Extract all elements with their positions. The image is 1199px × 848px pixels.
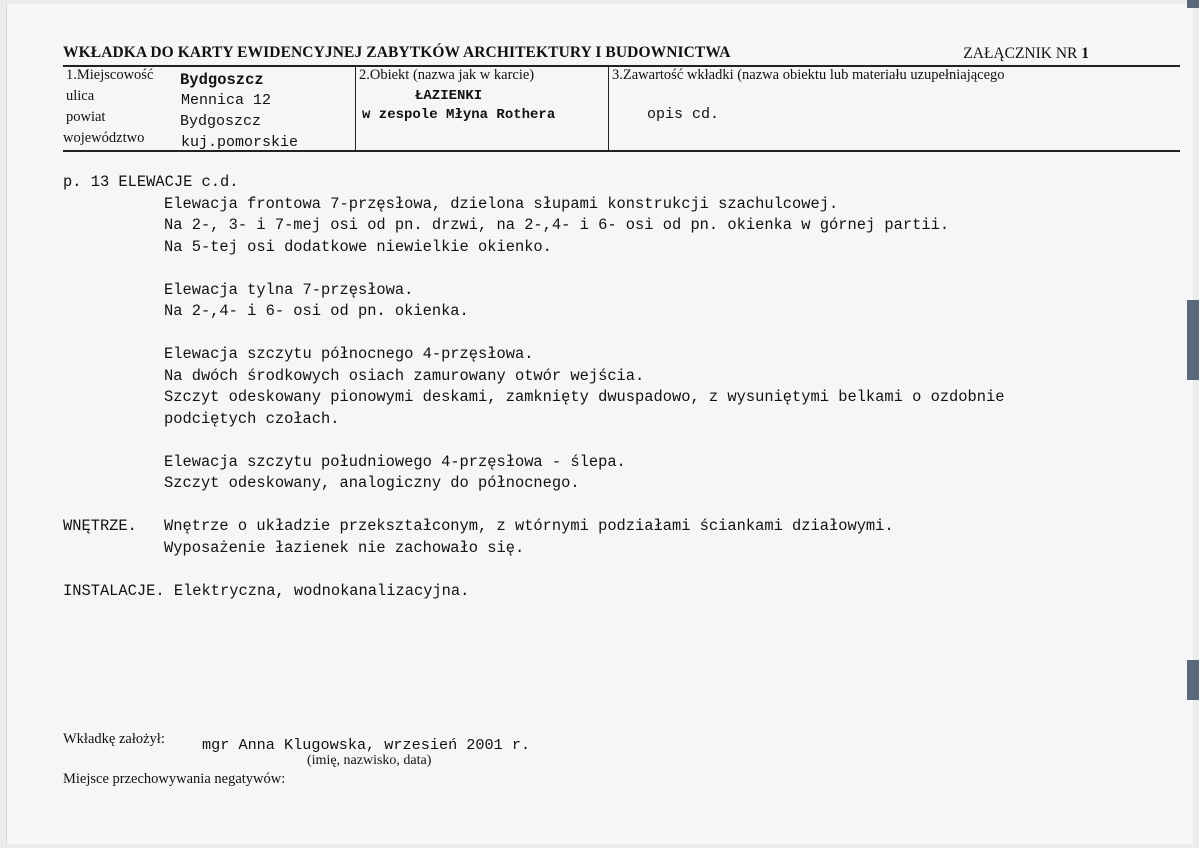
district-value: Bydgoszcz bbox=[180, 113, 262, 130]
negatives-label: Miejsce przechowywania negatywów: bbox=[63, 771, 286, 787]
description-line bbox=[63, 237, 1004, 259]
scan-edge bbox=[1187, 660, 1199, 700]
locality-label: 1.Miejscowość bbox=[66, 67, 154, 83]
description-line bbox=[63, 280, 1004, 302]
description-line bbox=[63, 387, 1004, 409]
description-line bbox=[63, 409, 1004, 431]
line-text: Elewacja frontowa 7-przęsłowa, dzielona słupami konstrukcji szachulcowej. bbox=[164, 194, 839, 213]
annex-label bbox=[963, 45, 1089, 63]
author-value: mgr Anna Klugowska, wrzesień 2001 r. bbox=[202, 736, 531, 754]
author-hint: (imię, nazwisko, data) bbox=[307, 753, 432, 768]
line-text: Szczyt odeskowany, analogiczny do północnego. bbox=[164, 474, 580, 492]
column-divider-1 bbox=[355, 66, 356, 151]
line-text: Wnętrze o układzie przekształconym, z wtórnymi podziałami ściankami działowymi. bbox=[164, 517, 894, 535]
description-line bbox=[63, 215, 1004, 237]
line-heading: WNĘTRZE. bbox=[63, 517, 137, 535]
description-line bbox=[63, 430, 1004, 452]
annex-number: 1 bbox=[1081, 45, 1089, 62]
description-line bbox=[63, 344, 1004, 366]
line-text: Elewacja szczytu północnego 4-przęsłowa. bbox=[164, 345, 534, 363]
object-label: 2.Obiekt (nazwa jak w karcie) bbox=[359, 67, 535, 83]
description-line bbox=[63, 559, 1004, 581]
description-line bbox=[63, 473, 1004, 495]
object-name: ŁAZIENKI bbox=[415, 88, 483, 104]
street-value: Mennica 12 bbox=[181, 92, 272, 109]
contents-value: opis cd. bbox=[647, 106, 720, 123]
line-heading: p. 13 ELEWACJE c.d. bbox=[63, 173, 239, 191]
line-text: Wyposażenie łazienek nie zachowało się. bbox=[164, 538, 525, 557]
line-heading: INSTALACJE. Elektryczna, wodnokanalizacyjna. bbox=[63, 581, 470, 600]
author-label: Wkładkę założył: bbox=[63, 731, 165, 747]
district-label: powiat bbox=[66, 109, 106, 125]
line-text: Na 2-, 3- i 7-mej osi od pn. drzwi, na 2-,4- i 6- osi od pn. okienka w górnej partii. bbox=[164, 216, 950, 234]
description-line bbox=[63, 258, 1004, 280]
description-line bbox=[63, 323, 1004, 345]
scan-edge bbox=[1187, 0, 1199, 8]
description-line bbox=[63, 301, 1004, 323]
description-line bbox=[63, 538, 1004, 560]
line-text: podciętych czołach. bbox=[164, 409, 340, 428]
description-line bbox=[63, 172, 1004, 194]
description-line bbox=[63, 452, 1004, 474]
description-body bbox=[63, 172, 1004, 602]
line-text: Na dwóch środkowych osiach zamurowany otwór wejścia. bbox=[164, 366, 645, 385]
street-label: ulica bbox=[66, 88, 95, 104]
scan-edge bbox=[1187, 300, 1199, 380]
description-line bbox=[63, 516, 1004, 538]
annex-text: ZAŁĄCZNIK NR bbox=[963, 45, 1078, 62]
line-text: Elewacja szczytu południowego 4-przęsłowa - ślepa. bbox=[164, 452, 626, 471]
contents-label: 3.Zawartość wkładki (nazwa obiektu lub materiału uzupełniającego bbox=[612, 67, 1005, 83]
line-text: Na 2-,4- i 6- osi od pn. okienka. bbox=[164, 302, 469, 320]
description-line bbox=[63, 581, 1004, 603]
description-line bbox=[63, 194, 1004, 216]
line-text: Szczyt odeskowany pionowymi deskami, zamknięty dwuspadowo, z wysuniętymi belkami o ozdobnie bbox=[164, 388, 1005, 406]
form-title: WKŁADKA DO KARTY EWIDENCYJNEJ ZABYTKÓW ARCHITEKTURY I BUDOWNICTWA bbox=[63, 44, 731, 61]
description-line bbox=[63, 366, 1004, 388]
locality-value: Bydgoszcz bbox=[180, 71, 264, 89]
object-complex: w zespole Młyna Rothera bbox=[362, 107, 556, 123]
description-line bbox=[63, 495, 1004, 517]
column-divider-2 bbox=[608, 66, 609, 151]
line-text: Na 5-tej osi dodatkowe niewielkie okienko. bbox=[164, 237, 552, 256]
voivodeship-value: kuj.pomorskie bbox=[181, 134, 299, 151]
voivodeship-label: województwo bbox=[63, 130, 145, 146]
line-text: Elewacja tylna 7-przęsłowa. bbox=[164, 280, 414, 299]
